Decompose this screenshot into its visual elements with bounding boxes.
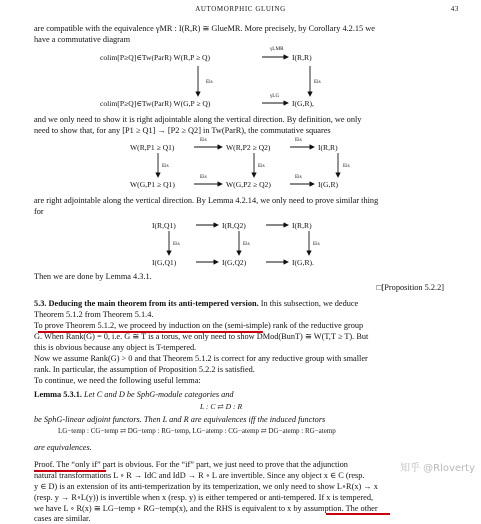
para3-line-1: are right adjointable along the vertical direction. By Lemma 4.2.14, we only need to prove similar thing (34, 196, 379, 205)
diag2-r1c3: I(R,R) (318, 143, 338, 152)
diag2-v-label-2: Eis (258, 163, 265, 169)
diag1-bottom-left: colim[P≥Q]∈Tw(ParR) W(G,P ≥ Q) (100, 99, 211, 108)
diag2-arrow-label-2: Eis (295, 137, 302, 143)
diag2-r2c1: W(G,P1 ≥ Q1) (130, 180, 175, 189)
para2-line-1: and we only need to show it is right adjointable along the vertical direction. By definition, we only (34, 115, 362, 124)
intro-line-2: have a commutative diagram (34, 35, 131, 44)
para2-line-2: need to show that, for any [P1 ≥ Q1] → [P2 ≥ Q2] in Tw(ParR), the commutative squares (34, 126, 331, 135)
done-line: Then we are done by Lemma 4.3.1. (34, 272, 152, 281)
diag3-r1c1: I(R,Q1) (152, 221, 176, 230)
diag1-bottom-arrow-label: γLG (270, 93, 280, 99)
proof-line-1: Proof. The “only if” part is obvious. For the “if” part, we just need to prove that the adjunction (34, 460, 348, 469)
section-line-7: rank. In particular, the assumption of Proposition 5.2.2 is satisfied. (34, 365, 255, 374)
diag2-arrow-label-4: Eis (295, 174, 302, 180)
section-intro: In this subsection, we deduce (260, 299, 359, 308)
diag3-v-label-2: Eis (243, 241, 250, 247)
section-line-6: Now we assume Rank(G) > 0 and that Theorem 5.1.2 is correct for any reductive group with smaller (34, 354, 368, 363)
diag3-r1c3: I(R,R) (292, 221, 312, 230)
section-line-2: Theorem 5.1.2 from Theorem 5.1.4. (34, 310, 154, 319)
diag1-right-arrow-label: Eis (314, 79, 321, 85)
diag3-v-label-3: Eis (313, 241, 320, 247)
diag1-top-left: colim[P≥Q]∈Tw(ParR) W(R,P ≥ Q) (100, 53, 211, 62)
lemma-eq-2: LG−temp : CG−temp ⇄ DG−temp : RG−temp, LG−atemp : CG−atemp ⇄ DG−atemp : RG−atemp (58, 427, 336, 435)
lemma-line-1: Let C and D be SphG-module categories and (84, 390, 234, 399)
diag2-v-label-1: Eis (162, 163, 169, 169)
section-line-4: G. When Rank(G) = 0, i.e. G ≅ T is a torus, we only need to show DMod(BunT) ≅ W(T,T ≥ T). But (34, 332, 369, 341)
watermark: 知乎 @Rloverty (399, 463, 475, 474)
diag1-top-right: I(R,R) (292, 53, 312, 62)
page-number: 43 (450, 5, 459, 13)
diag2-arrow-label-1: Eis (200, 137, 207, 143)
diag3-v-label-1: Eis (173, 241, 180, 247)
diag1-left-arrow-label: Eis (206, 79, 213, 85)
diag2-v-label-3: Eis (343, 163, 350, 169)
diag3-r1c2: I(R,Q2) (222, 221, 246, 230)
section-line-8: To continue, we need the following useful lemma: (34, 376, 201, 385)
lemma-line-3: are equivalences. (34, 443, 92, 452)
diag3-r2c1: I(G,Q1) (152, 258, 177, 267)
lemma-eq-1: L : C ⇄ D : R (200, 402, 243, 411)
section-title-text: 5.3. Deducing the main theorem from its anti-tempered version. (34, 299, 259, 308)
diag2-r2c2: W(G,P2 ≥ Q2) (226, 180, 271, 189)
section-line-5: this is obvious because any object is T-tempered. (34, 343, 197, 352)
diag2-r1c1: W(R,P1 ≥ Q1) (130, 143, 175, 152)
running-title: AUTOMORPHIC GLUING (195, 5, 286, 13)
diag2-r2c3: I(G,R) (318, 180, 339, 189)
diag2-arrow-label-3: Eis (200, 174, 207, 180)
proof-line-4: (resp. y → R∘L(y)) is invertible when x (resp. y) is either tempered or anti-tempered. If x is tempered, (34, 493, 374, 502)
diag1-top-arrow-label: γLMR (270, 46, 284, 52)
lemma-title: Lemma 5.3.1. (34, 390, 82, 399)
proof-line-5: we have L ∘ R(x) ≅ LG−temp ∘ RG−temp(x), and the RHS is equivalent to x by assumption. The other (34, 504, 378, 513)
lemma-line-2: be SphG-linear adjoint functors. Then L and R are equivalences iff the induced functors (34, 415, 326, 424)
proof-line-3: y ∈ D) is an extension of its anti-temperization by its temperization, we only need to show L∘R(x) → x (34, 482, 378, 491)
para3-line-2: for (34, 207, 44, 216)
diag3-r2c2: I(G,Q2) (222, 258, 247, 267)
qed-mark: □[Proposition 5.2.2] (376, 283, 444, 292)
intro-line-1: are compatible with the equivalence γMR : I(R,R) ≅ GlueMR. More precisely, by Corollary 4.2.15 we (34, 24, 375, 33)
proof-line-6: cases are similar. (34, 514, 91, 523)
diag3-r2c3: I(G,R). (292, 258, 314, 267)
section-line-3: To prove Theorem 5.1.2, we proceed by induction on the (semi-simple) rank of the reductive group (34, 321, 364, 330)
diag1-bottom-right: I(G,R), (292, 99, 314, 108)
diag2-r1c2: W(R,P2 ≥ Q2) (226, 143, 271, 152)
proof-line-2: natural transformations L ∘ R → IdC and IdD → R ∘ L are invertible. Since any object x ∈ C (resp. (34, 471, 365, 480)
